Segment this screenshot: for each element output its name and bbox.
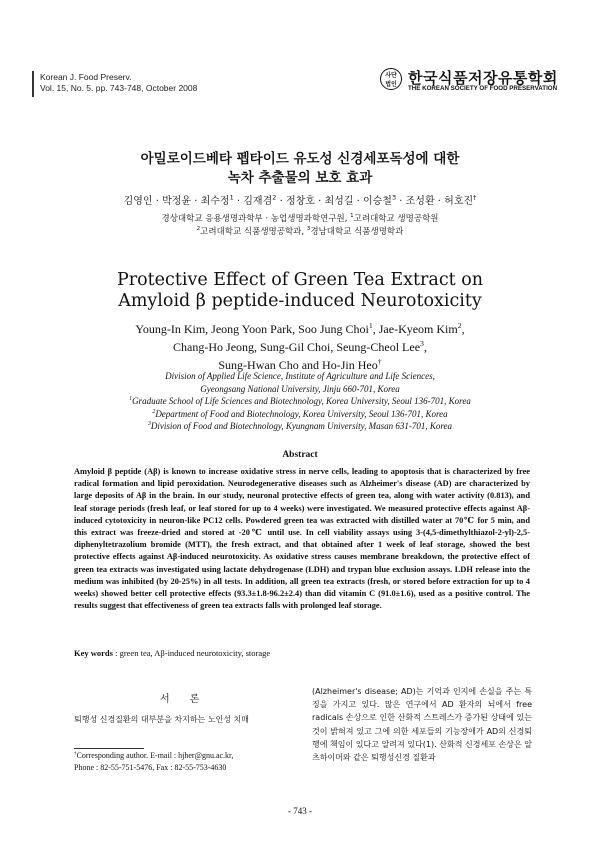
intro-left-column: 퇴행성 신경질환의 대부분을 차지하는 노인성 치매 <box>74 715 250 724</box>
corresponding-footnote: †Corresponding author. E-mail : hjher@gnu.ac.kr, Phone : 82-55-751-5476, Fax : 82-55-753-4630 <box>74 750 234 772</box>
authors-english: Young-In Kim, Jeong Yoon Park, Soo Jung Choi$^1$, Jae-Kyeom Kim$^2$, Chang-Ho Jeong, Sung-Gil Choi, Seung-Cheol Lee$^3$, Sung-Hwan Cho and Ho-Jin Heo† <box>135 321 465 372</box>
title-english: Protective Effect of Green Tea Extract on Amyloid β peptide-induced Neurotoxicity <box>116 270 484 311</box>
journal-accent-bar <box>32 71 34 97</box>
society-name-en: THE KOREAN SOCIETY OF FOOD PRESERVATION <box>408 85 558 92</box>
society-logo <box>380 68 570 94</box>
society-seal-icon: 사단 법인 <box>380 68 402 90</box>
keywords <box>74 648 270 658</box>
keywords-label: Key words <box>74 648 113 658</box>
journal-name: Korean J. Food Preserv. <box>40 72 132 82</box>
society-name-ko: 한국식품저장유통학회 <box>408 69 558 87</box>
affiliations-english: Division of Applied Life Science, Institute of Agriculture and Life Sciences, Gyeongsang National University, Jinju 660-701, Korea $^1$Graduate School of Life Sciences and Biotechnology, Korea University, Seoul 136-701, Korea $^2$Department of Food and Biotechnology, Korea University, Seoul 136-701, Korea $^3$Division of Food and Biotechnology, Kyungnam University, Masan 631-701, Korea <box>129 371 471 431</box>
abstract-body: Amyloid β peptide (Aβ) is known to increase oxidative stress in nerve cells, leading to apoptosis that is characterized by free radical formation and lipid peroxidation. Neurodegenerative diseases such as Alzheimer's disease (AD) are characterized by large deposits of Aβ in the brain. In our study, neuronal protective effects of green tea, along with water activity (0.813), and leaf storage periods (fresh leaf, or leaf stored for up to 4 weeks) were investigated. We measured protective effects against Aβ-induced cytotoxicity in neuron-like PC12 cells. Powdered green tea was extracted with distilled water at 70℃ for 5 min, and this extract was freeze-dried and stored at -20℃ until use. In cell viability assays using 3-(4,5-dimethylthiazol-2-yl)-2,5-diphenyltetrazolium bromide (MTT), the fresh extract, and that obtained after 1 week of leaf storage, showed the best protective effects against Aβ-induced neurotoxicity. As oxidative stress causes membrane breakdown, the protective effect of green tea extracts was investigated using lactate dehydrogenase (LDH) and trypan blue exclusion assays. LDH release into the medium was inhibited (by 20-25%) in all tests. In addition, all green tea extracts (fresh, or stored before extraction for up to 4 weeks) showed better cell protective effects (93.3±1.8-96.2±2.4) than did vitamin C (91.0±1.6), used as a positive control. The results suggest that effectiveness of green tea extracts falls with prolonged leaf storage. <box>74 467 530 611</box>
footnote-divider <box>74 748 144 749</box>
authors-korean: 김영인 · 박정윤 · 최수정$^1$ · 김재겸$^2$ · 정창호 · 최성길 · 이승철$^3$ · 조성환 · 허호진† <box>123 193 477 207</box>
intro-heading: 서론 <box>160 694 220 705</box>
intro-right-column: (Alzheimer's disease; AD)는 기억과 인지에 손실을 주는 특징을 가지고 있다. 많은 연구에서 AD 환자의 뇌에서 free radicals 손상으로 인한 산화적 스트레스가 증가된 상태에 있는 것이 밝혀져 있고 그에 의한 세포들의 기능장애가 AD의 신경퇴행에 책임이 있다고 알려져 있다(1). 산화적 신경세포 손상은 알츠하이머와 같은 퇴행성신경 질환과 <box>312 687 532 763</box>
title-korean: 아밀로이드베타 펩타이드 유도성 신경세포독성에 대한 녹차 추출물의 보호 효과 <box>140 151 460 186</box>
journal-citation <box>40 72 197 94</box>
abstract-heading: Abstract <box>282 450 318 460</box>
keywords-text: : green tea, Aβ-induced neurotoxicity, storage <box>112 648 271 658</box>
page-number: - 743 - <box>288 806 312 816</box>
journal-volume: Vol. 15, No. 5. pp. 743-748, October 2008 <box>40 83 198 93</box>
affiliations-korean: 경상대학교 응용생명과학부 · 농업생명과학연구원, $^1$고려대학교 생명공학원 $^2$고려대학교 식품생명공학과, $^3$경남대학교 식품생명학과 <box>161 213 439 237</box>
